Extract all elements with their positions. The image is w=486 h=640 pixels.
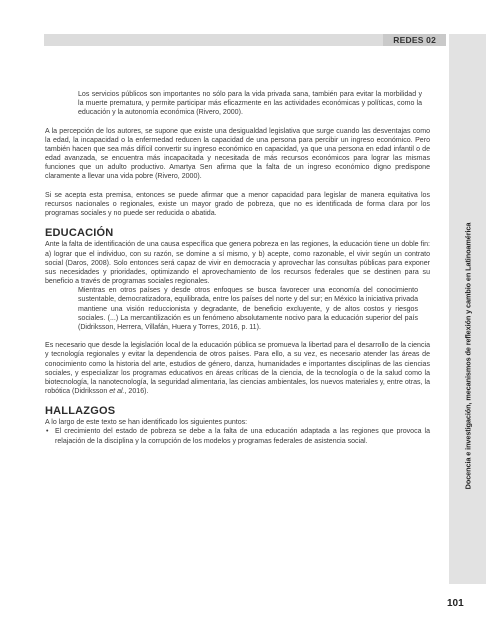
running-head: REDES 02 (383, 34, 446, 46)
list-item (45, 427, 430, 445)
block-quote-2: Mientras en otros países y desde otros enfoques se busca favorecer una economía del conocimiento sustentable, democratizadora, equilibrada, entre los países del norte y del sur; en México la iniciativa privada mantiene una visión reduccionista y degradante, de beneficio excluyente, y de altos costos y riesgos sociales. (...) La mercantilización es un fenómeno absolutamente nocivo para la educación superior del país (Didriksson, Herrera, Villafán, Huera y Torres, 2016, p. 11). (78, 287, 419, 331)
side-title: Docencia e investigación, mecanismos de reflexión y cambio en Latinoamérica (463, 222, 473, 490)
section-heading-hallazgos: HALLAZGOS (45, 405, 116, 418)
page-body (45, 90, 430, 446)
paragraph-4-text: Es necesario que desde la legislación local de la educación pública se promueva la libertad para el desarrollo de la ciencia y tecnología regionales y evitar la dependencia de otros países. Para ello, a su vez, es necesario atender las áreas de conocimiento como la historia del arte, estudios de género, danza, humanidades e importantes disciplinas de las ciencias sociales, y especializar los programas educativos en áreas críticas de la ciencia, de la tecnología o de la salud como la biotecnología, la nanotecnología, la seguridad alimentaria, las ciencias ambientales, los nuevos materiales y, entre otras, la robótica (Didriksson (45, 342, 430, 395)
list-item-text: El crecimiento del estado de pobreza se debe a la falta de una educación adaptada a las regiones que provoca la relajación de la disciplina y la corrupción de los modelos y programas federales de asistencia social. (55, 428, 430, 445)
paragraph-1: A la percepción de los autores, se supone que existe una desigualdad legislativa que surge cuando las desventajas como la edad, la incapacidad o la enfermedad reducen la capacidad de una persona para percibir un ingreso económico. Pero también hacen que sea más difícil convertir su ingreso económico en capacidad, ya que una persona en edad infantil o de edad avanzada, se encuentra más incapacitada y necesitada de más recursos económicos para lograr las mismas funciones que un adulto productivo. Amartya Sen afirma que la falta de un ingreso económico digno predispone claramente a llevar una vida pobre (Rivero, 2000). (45, 127, 430, 181)
paragraph-5: A lo largo de este texto se han identificado los siguientes puntos: (45, 419, 248, 427)
findings-list (45, 427, 430, 445)
page-number: 101 (447, 598, 464, 609)
paragraph-3: Ante la falta de identificación de una causa específica que genera pobreza en las regiones, la educación tiene un doble fin: a) lograr que el individuo, con su razón, se domine a sí mismo, y b) acepte, como razonable, el vivir según un contrato social (Daros, 2008). Solo entonces será capaz de vivir en democracia y aprovechar las consultas públicas para exponer sus necesidades y prioridades, optimizando el aprovechamiento de los recursos federales que se destinen para su beneficio a través de programas sociales regionales. (45, 241, 430, 286)
block-quote-1: Los servicios públicos son importantes no sólo para la vida privada sana, también para evitar la morbilidad y la muerte prematura, y permite participar más eficazmente en las actividades económicas y políticas, como la educación y la autonomía económica (Rivero, 2000). (78, 91, 422, 117)
paragraph-4-italic: et al. (109, 387, 125, 395)
section-heading-educacion: EDUCACIÓN (45, 227, 114, 240)
paragraph-4-end: , 2016). (124, 387, 149, 395)
header-bar (44, 34, 436, 46)
bullet-icon: • (46, 428, 49, 436)
paragraph-4 (45, 341, 430, 396)
paragraph-2: Si se acepta esta premisa, entonces se puede afirmar que a menor capacidad para legislar de manera equitativa los recursos nacionales o regionales, existe un mayor grado de pobreza, que no es identificada de forma clara por los programas sociales y no puede ser reducida o abatida. (45, 191, 430, 218)
